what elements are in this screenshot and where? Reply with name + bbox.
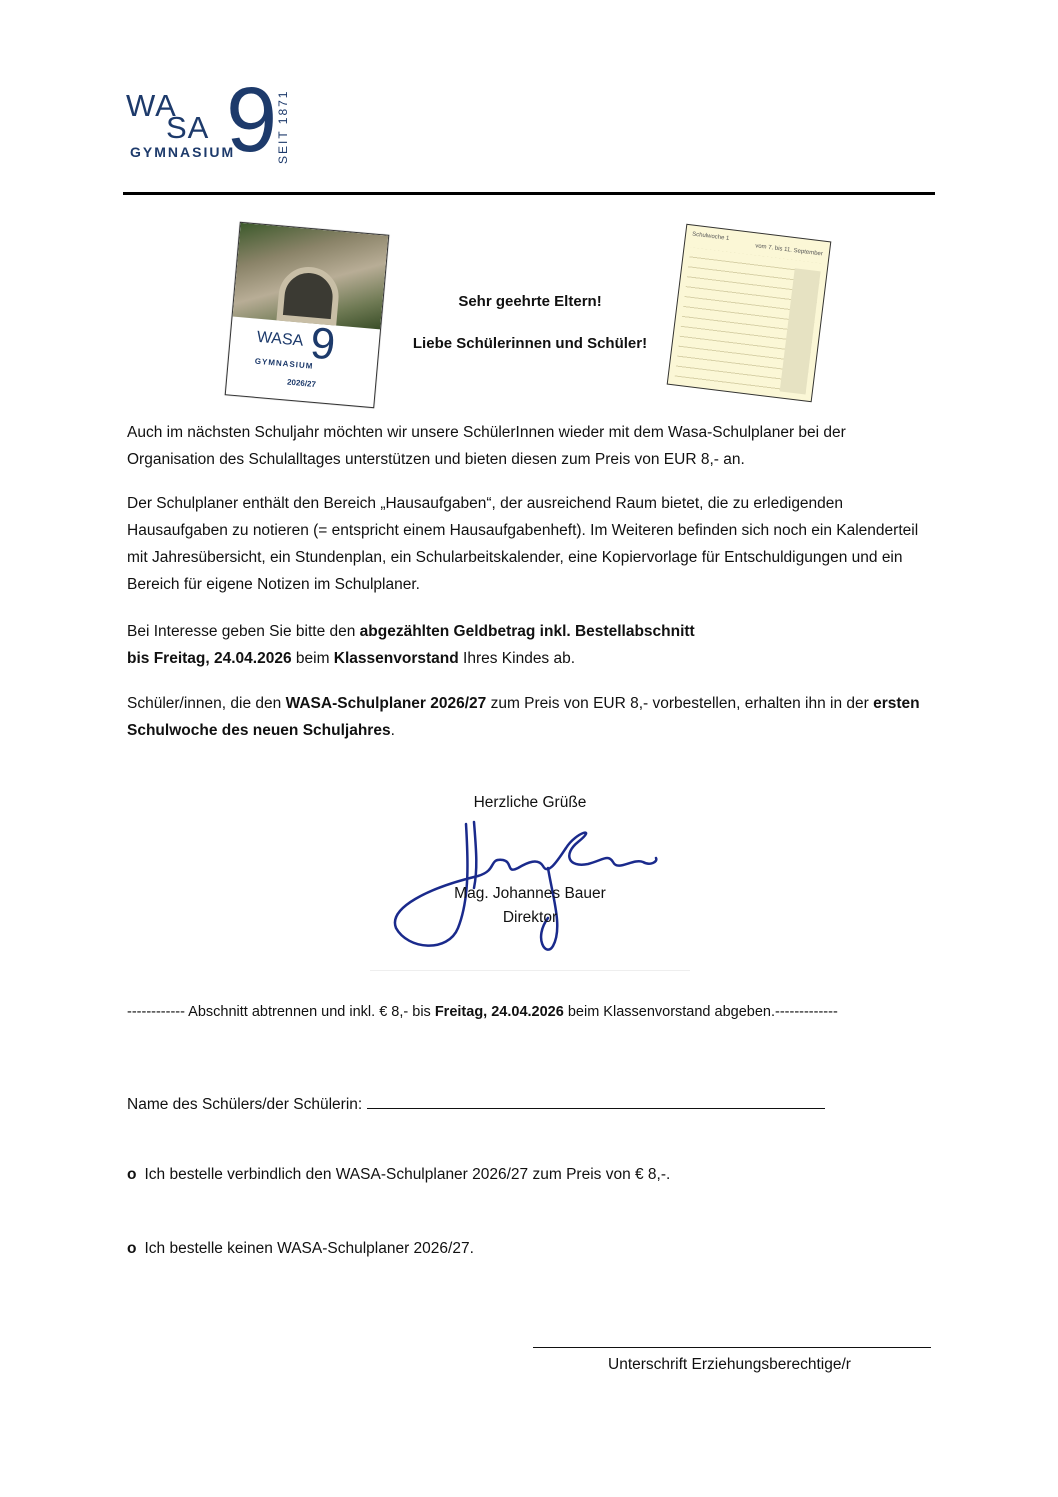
checkbox-marker[interactable]: o [127,1166,137,1183]
option-order-label: Ich bestelle verbindlich den WASA-Schulplaner 2026/27 zum Preis von € 8,-. [144,1166,671,1183]
cover-logo-numeral: 9 [308,318,338,370]
logo-subtitle: GYMNASIUM [130,144,236,160]
cover-year: 2026/27 [286,377,317,390]
text: Ihres Kindes ab. [458,650,576,667]
bold-text: ersten Schulwoche des neuen Schuljahres [127,695,920,739]
cover-logo-text: WASA [256,328,304,350]
text: . [390,722,395,739]
deadline: bis Freitag, 24.04.2026 [127,650,292,667]
text: zum Preis von EUR 8,- vorbestellen, erhalten ihn in der [486,695,874,712]
greeting-parents: Sehr geehrte Eltern! [458,293,602,310]
greeting-students: Liebe Schülerinnen und Schüler! [412,335,648,352]
option-no-order-label: Ich bestelle keinen WASA-Schulplaner 2026/27. [144,1240,474,1257]
planner-page-image [667,224,832,403]
student-name-blank[interactable] [367,1094,825,1109]
student-name-field[interactable] [127,1094,825,1114]
product-name: WASA-Schulplaner 2026/27 [285,695,487,712]
planner-page-heading: Schulwoche 1 [691,231,730,243]
paragraph-contents: Der Schulplaner enthält den Bereich „Hausaufgaben“, der ausreichend Raum bietet, die zu erledigenden Hausaufgaben zu notieren (= entspricht einem Hausaufgabenheft). Im Weiteren befinden sich noch ein Kalenderteil mit Jahresübersicht, ein Stundenplan, ein Schularbeitskalender, eine Kopiervorlage für Entschuldigungen und ein Bereich für eigene Notizen im Schulplaner. [127,495,919,593]
deadline: Freitag, 24.04.2026 [434,1004,564,1020]
text: beim Klassenvorstand abgeben.------------- [563,1004,838,1020]
logo-numeral: 9 [226,69,278,171]
planner-cover-image [225,222,390,408]
text: Bei Interesse geben Sie bitte den [127,623,360,640]
logo-since: SEIT 1871 [276,89,290,164]
student-name-label: Name des Schülers/der Schülerin: [127,1096,367,1113]
text: ------------ Abschnitt abtrennen und inkl. € 8,- bis [127,1004,435,1020]
option-no-order[interactable] [127,1240,474,1258]
paragraph-intro: Auch im nächsten Schuljahr möchten wir unsere SchülerInnen wieder mit dem Wasa-Schulplaner bei der Organisation des Schulalltages unterstützen und bieten diesen zum Preis von EUR 8,- an. [127,424,846,468]
paragraph-order-info [127,618,787,672]
signature-image-edge [370,970,690,971]
cover-logo-subtitle: GYMNASIUM [254,356,314,371]
guardian-signature-line[interactable] [533,1347,931,1348]
paragraph-delivery [127,690,937,744]
guardian-signature-label: Unterschrift Erziehungsberechtige/r [608,1356,851,1373]
bold-text: Klassenvorstand [333,650,459,667]
header-divider [123,192,935,195]
text: beim [291,650,334,667]
director-title: Direktor [502,909,558,926]
logo-sa: SA [166,110,210,145]
option-order[interactable] [127,1166,670,1184]
planner-page-dates: vom 7. bis 11. September [754,243,824,258]
logo-wa: WA [126,88,177,123]
bold-text: abgezählten Geldbetrag inkl. Bestellabschnitt [359,623,695,640]
cutoff-instruction [127,1004,937,1020]
director-name: Mag. Johannes Bauer [454,885,606,902]
text: Schüler/innen, die den [127,695,286,712]
school-logo [126,69,306,171]
checkbox-marker[interactable]: o [127,1240,137,1257]
closing-salutation: Herzliche Grüße [473,794,587,811]
